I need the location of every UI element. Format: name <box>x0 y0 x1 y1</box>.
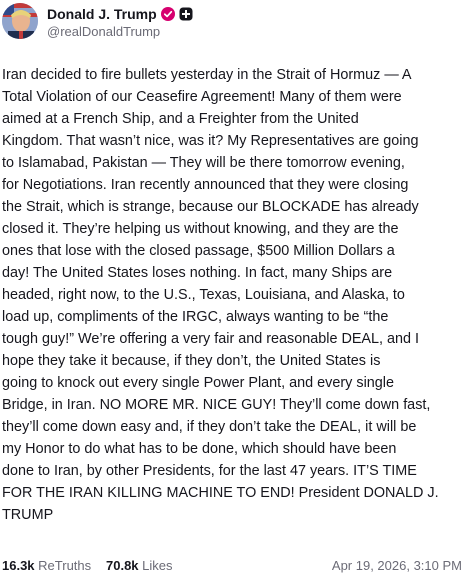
post-line: closed it. They’re helping us without knowing, and they are the <box>2 221 399 237</box>
retruths-label: ReTruths <box>38 558 92 573</box>
retruths-count: 16.3k <box>2 558 35 573</box>
display-name[interactable]: Donald J. Trump <box>47 6 157 22</box>
post-line: the Strait, which is strange, because our BLOCKADE has already <box>2 199 419 215</box>
name-row <box>47 5 193 23</box>
post-line: Total Violation of our Ceasefire Agreement! Many of them were <box>2 89 402 105</box>
user-handle[interactable]: @realDonaldTrump <box>47 24 161 39</box>
post-line: done to Iran, by other Presidents, for the last 47 years. IT’S TIME <box>2 463 417 479</box>
post-line: tough guy!” We’re offering a very fair and reasonable DEAL, and I <box>2 331 420 347</box>
avatar[interactable] <box>2 3 38 39</box>
post-footer <box>0 556 466 576</box>
likes-count: 70.8k <box>106 558 139 573</box>
post-line: day! The United States loses nothing. In fact, many Ships are <box>2 265 393 281</box>
post-line: ones that lose with the closed passage, $500 Million Dollars a <box>2 243 395 259</box>
post-line: load up, compliments of the IRGC, always wanting to be “the <box>2 309 389 325</box>
post-line: aimed at a French Ship, and a Freighter from the United <box>2 111 359 127</box>
post-line: TRUMP <box>2 507 54 523</box>
post-line: Bridge, in Iran. NO MORE MR. NICE GUY! They’ll come down fast, <box>2 397 431 413</box>
post-line: Iran decided to fire bullets yesterday in the Strait of Hormuz — A <box>2 67 412 83</box>
post-text <box>2 64 464 526</box>
verified-icon <box>161 7 175 21</box>
avatar-image <box>2 3 38 39</box>
likes-stat[interactable] <box>106 556 173 576</box>
post-line: my Honor to do what has to be done, which should have been <box>2 441 397 457</box>
retruths-stat[interactable] <box>2 556 91 576</box>
post-line: they’ll come down easy and, if they don’t take the DEAL, it will be <box>2 419 417 435</box>
post-line: headed, right now, to the U.S., Texas, Louisiana, and Alaska, to <box>2 287 405 303</box>
likes-label: Likes <box>142 558 173 573</box>
post-line: for Negotiations. Iran recently announced that they were closing <box>2 177 409 193</box>
post-header <box>0 0 466 50</box>
plus-badge-icon <box>179 7 193 21</box>
post-line: Kingdom. That wasn’t nice, was it? My Representatives are going <box>2 133 419 149</box>
post-line: going to knock out every single Power Plant, and every single <box>2 375 394 391</box>
post-line: to Islamabad, Pakistan — They will be there tomorrow evening, <box>2 155 405 171</box>
post-timestamp[interactable]: Apr 19, 2026, 3:10 PM <box>331 558 462 573</box>
post-line: FOR THE IRAN KILLING MACHINE TO END! President DONALD J. <box>2 485 439 501</box>
post-line: hope they take it because, if they don’t, the United States is <box>2 353 381 369</box>
